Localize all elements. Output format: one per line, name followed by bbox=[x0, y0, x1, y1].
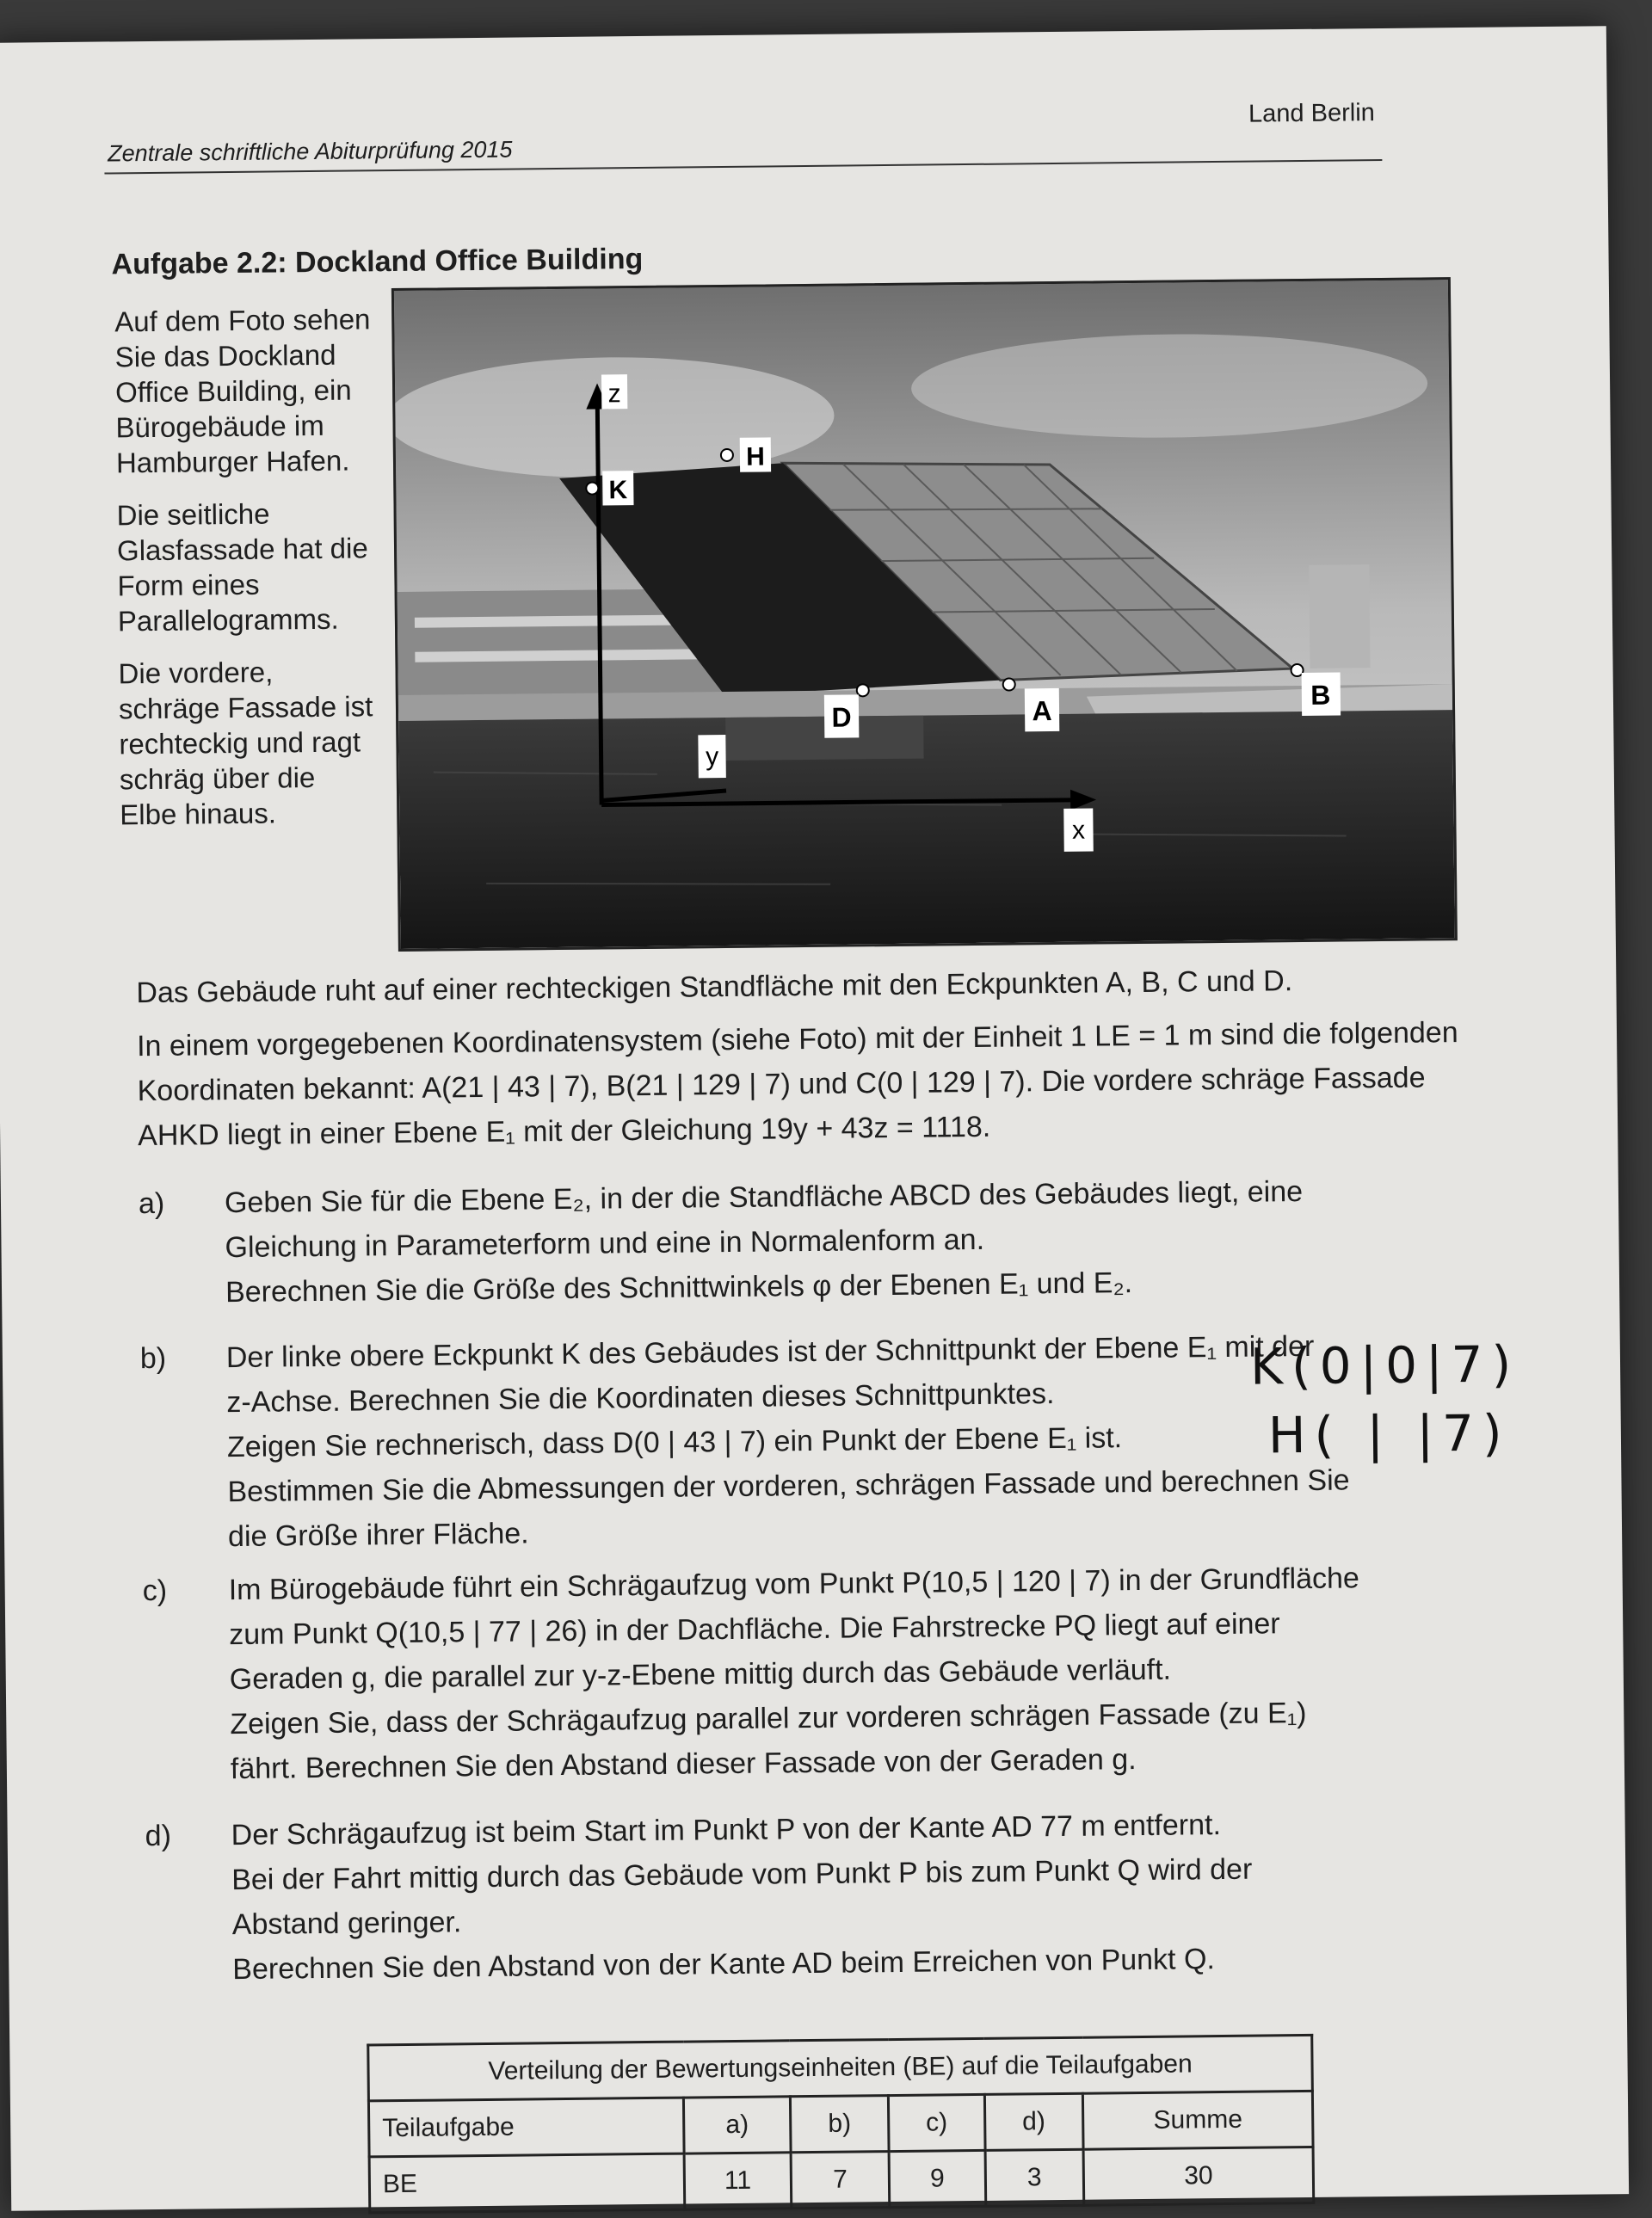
be-table-cell: 9 bbox=[889, 2150, 985, 2207]
be-table-cell: a) bbox=[684, 2097, 791, 2153]
photo-label-k: K bbox=[608, 476, 628, 505]
be-table-header-row bbox=[368, 2091, 1313, 2156]
task-label: a) bbox=[138, 1186, 165, 1221]
task-label: b) bbox=[139, 1341, 167, 1376]
exam-page bbox=[0, 26, 1629, 2211]
handwritten-note: H( | |7) bbox=[1267, 1403, 1511, 1465]
task-line: z-Achse. Berechnen Sie die Koordinaten dieses Schnittpunktes. bbox=[226, 1377, 1055, 1420]
be-table-cell: Summe bbox=[1082, 2091, 1313, 2149]
be-table bbox=[367, 2034, 1315, 2215]
task-line: Zeigen Sie, dass der Schrägaufzug parallel zur vorderen schrägen Fassade (zu E₁) bbox=[230, 1696, 1307, 1741]
photo-label-y: y bbox=[705, 742, 719, 772]
task-line: Geraden g, die parallel zur y-z-Ebene mittig durch das Gebäude verläuft. bbox=[229, 1653, 1172, 1697]
be-table-cell: 3 bbox=[985, 2149, 1084, 2206]
task-a bbox=[139, 1168, 1482, 1315]
task-line: Der linke obere Eckpunkt K des Gebäudes ist der Schnittpunkt der Ebene E₁ mit der bbox=[225, 1329, 1315, 1375]
be-table-cell: d) bbox=[984, 2093, 1083, 2150]
task-line: Berechnen Sie die Größe des Schnittwinkels φ der Ebenen E₁ und E₂. bbox=[225, 1266, 1133, 1309]
be-table-caption: Verteilung der Bewertungseinheiten (BE) auf die Teilaufgaben bbox=[368, 2035, 1313, 2100]
be-table-cell: 30 bbox=[1083, 2147, 1314, 2205]
task-title: Aufgabe 2.2: Dockland Office Building bbox=[111, 242, 644, 281]
river bbox=[398, 710, 1455, 949]
task-line: zum Punkt Q(10,5 | 77 | 26) in der Dachfläche. Die Fahrstrecke PQ liegt auf einer bbox=[229, 1607, 1280, 1652]
side-paragraph: Auf dem Foto sehen Sie das Dockland Office Building, ein Bürogebäude im Hamburger Hafen. bbox=[114, 303, 371, 479]
be-table-cell: BE bbox=[369, 2153, 685, 2213]
task-line: Bei der Fahrt mittig durch das Gebäude vom Punkt P bis zum Punkt Q wird der bbox=[231, 1852, 1253, 1897]
header-left: Zentrale schriftliche Abiturprüfung 2015 bbox=[108, 136, 513, 167]
side-description bbox=[114, 301, 379, 849]
photo-label-a: A bbox=[1032, 695, 1052, 727]
task-line: Zeigen Sie rechnerisch, dass D(0 | 43 | 7) ein Punkt der Ebene E₁ ist. bbox=[226, 1421, 1123, 1464]
task-d bbox=[145, 1800, 1489, 1993]
photo-label-h: H bbox=[745, 442, 765, 471]
intro-paragraph: Das Gebäude ruht auf einer rechteckigen Standfläche mit den Eckpunkten A, B, C und D. bbox=[136, 964, 1293, 1010]
tower bbox=[1309, 564, 1370, 668]
header-right: Land Berlin bbox=[1248, 99, 1375, 128]
task-line: Berechnen Sie den Abstand von der Kante AD beim Erreichen von Punkt Q. bbox=[232, 1943, 1216, 1987]
photo-label-d: D bbox=[831, 701, 852, 733]
task-label: c) bbox=[142, 1574, 168, 1608]
be-table-cell: Teilaufgabe bbox=[368, 2098, 684, 2157]
side-paragraph: Die vordere, schräge Fassade ist rechteckig und ragt schräg über die Elbe hinaus. bbox=[118, 656, 373, 831]
task-line: fährt. Berechnen Sie den Abstand dieser Fassade von der Geraden g. bbox=[230, 1743, 1137, 1786]
task-c bbox=[142, 1555, 1487, 1792]
task-line: Abstand geringer. bbox=[231, 1906, 462, 1942]
be-table-cell: b) bbox=[790, 2096, 889, 2153]
photo-label-z: z bbox=[607, 379, 621, 409]
building-photo bbox=[391, 277, 1458, 952]
side-paragraph: Die seitliche Glasfassade hat die Form eines Parallelogramms. bbox=[116, 497, 368, 638]
task-label: d) bbox=[145, 1819, 172, 1853]
intro-text bbox=[136, 957, 1480, 1167]
be-table-cell: c) bbox=[889, 2094, 985, 2151]
be-table-row bbox=[369, 2147, 1314, 2212]
task-line: Der Schrägaufzug ist beim Start im Punkt P von der Kante AD 77 m entfernt. bbox=[231, 1808, 1222, 1852]
photo-label-x: x bbox=[1071, 816, 1086, 845]
task-line: Gleichung in Parameterform und eine in Normalenform an. bbox=[225, 1223, 985, 1265]
task-line: die Größe ihrer Fläche. bbox=[227, 1517, 529, 1554]
task-line: Im Bürogebäude führt ein Schrägaufzug vom Punkt P(10,5 | 120 | 7) in der Grundfläche bbox=[228, 1562, 1360, 1607]
intro-paragraph: In einem vorgegebenen Koordinatensystem (siehe Foto) mit der Einheit 1 LE = 1 m sind die folgenden Koordinaten bekannt: A(21 | 43 | 7), B(21 | 129 | 7) und C(0 | 129 | 7). Die vordere schräge Fassade AHKD liegt in einer Ebene E₁ mit der Gleichung 19y + 43z = 1118. bbox=[136, 1016, 1458, 1153]
be-table-cell: 7 bbox=[791, 2152, 890, 2209]
handwritten-note: K(0|0|7) bbox=[1249, 1334, 1520, 1396]
task-line: Bestimmen Sie die Abmessungen der vorderen, schrägen Fassade und berechnen Sie bbox=[227, 1463, 1350, 1509]
photo-illustration bbox=[394, 280, 1455, 949]
task-line: Geben Sie für die Ebene E₂, in der die Standfläche ABCD des Gebäudes liegt, eine bbox=[224, 1174, 1304, 1220]
be-table-cell: 11 bbox=[684, 2153, 791, 2209]
photo-label-b: B bbox=[1310, 679, 1331, 711]
